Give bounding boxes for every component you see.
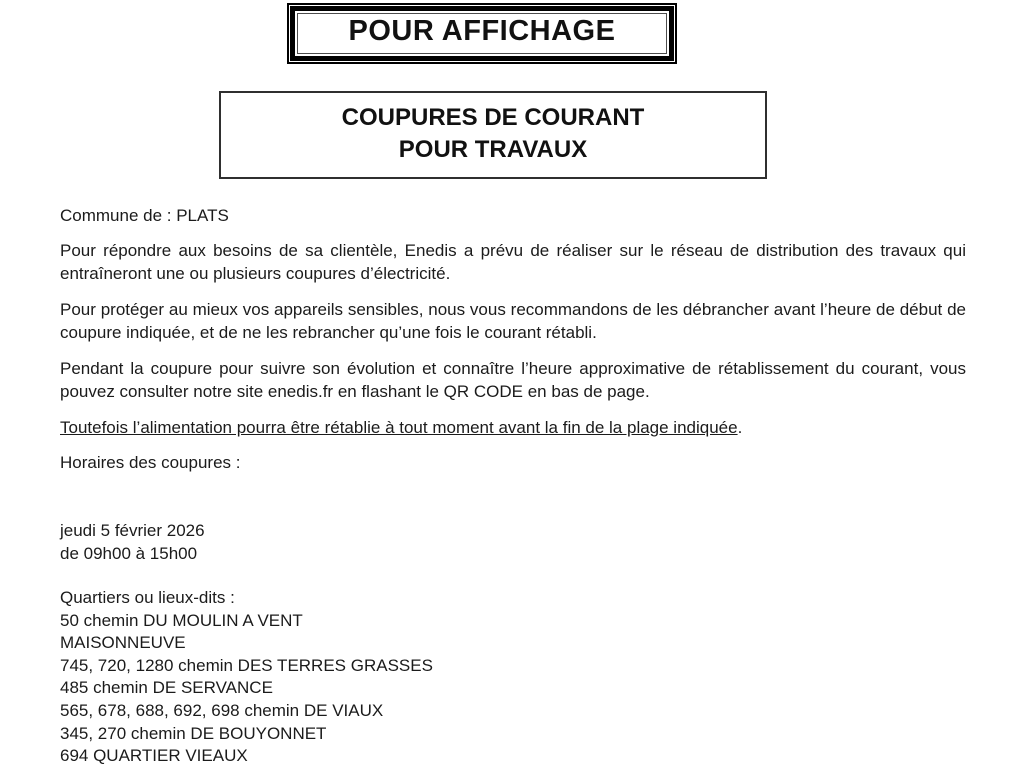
notice-period: . [737, 418, 743, 437]
outage-schedule [60, 519, 966, 565]
affichage-banner-box [287, 3, 677, 64]
title-line-1: COUPURES DE COURANT [341, 104, 645, 131]
affichage-banner-label: POUR AFFICHAGE [348, 15, 616, 47]
address-line: 485 chemin DE SERVANCE [60, 678, 273, 698]
address-line: 745, 720, 1280 chemin DES TERRES GRASSES [60, 655, 433, 675]
address-line: 694 QUARTIER VIEAUX [60, 746, 248, 766]
notice-underlined-text: Toutefois l’alimentation pourra être rétablie à tout moment avant la fin de la plage indiquée [60, 418, 738, 437]
address-line: 345, 270 chemin DE BOUYONNET [60, 723, 327, 743]
address-line: 50 chemin DU MOULIN A VENT [60, 610, 303, 630]
affichage-banner-border-mid [290, 6, 674, 61]
document-title-box [219, 91, 767, 179]
title-line-2: POUR TRAVAUX [398, 136, 588, 163]
address-line: 565, 678, 688, 692, 698 chemin DE VIAUX [60, 700, 384, 720]
commune-line: Commune de : PLATS [60, 206, 229, 225]
locations-heading: Quartiers ou lieux-dits : [60, 588, 235, 607]
paragraph-advice: Pour protéger au mieux vos appareils sensibles, nous vous recommandons de les débrancher avant l’heure de début de coupure indiquée, et de ne les rebrancher qu’une fois le courant rétabli. [60, 300, 966, 342]
outage-time: de 09h00 à 15h00 [60, 544, 198, 563]
locations-list [60, 587, 966, 768]
paragraph-intro: Pour répondre aux besoins de sa clientèle, Enedis a prévu de réaliser sur le réseau de distribution des travaux qui entraîneront une ou plusieurs coupures d’électricité. [60, 241, 966, 283]
affichage-banner-border-inner [297, 13, 667, 54]
document-body [60, 204, 966, 768]
paragraph-qrcode: Pendant la coupure pour suivre son évolution et connaître l’heure approximative de rétablissement du courant, vous pouvez consulter notre site enedis.fr en flashant le QR CODE en bas de page. [60, 359, 966, 401]
horaires-heading: Horaires des coupures : [60, 453, 241, 472]
notice-line [60, 416, 966, 439]
outage-date: jeudi 5 février 2026 [60, 521, 205, 540]
address-line: MAISONNEUVE [60, 633, 186, 653]
